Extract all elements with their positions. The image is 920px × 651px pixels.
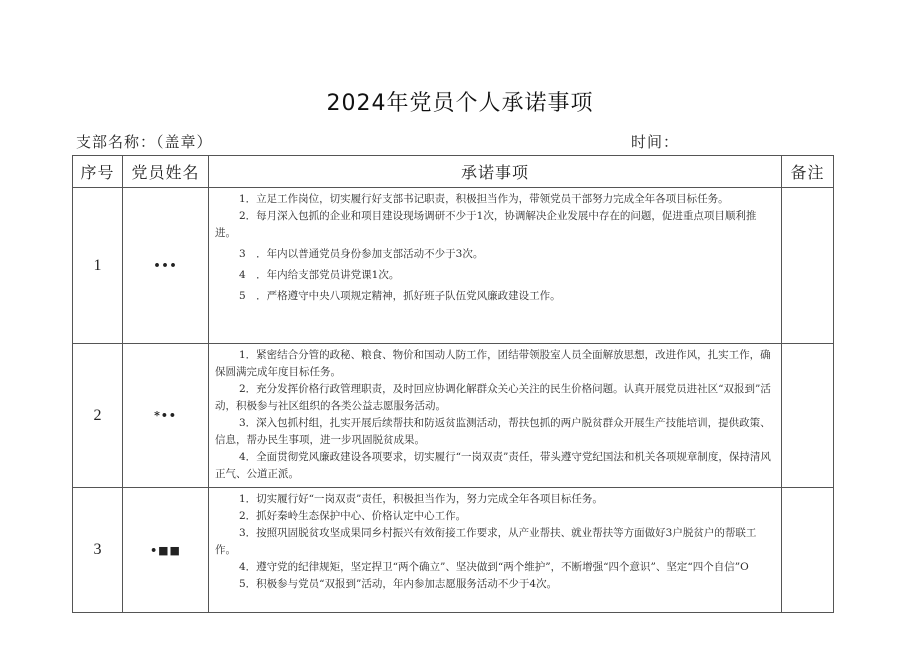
remarks-cell <box>782 344 834 488</box>
table-row <box>73 488 834 613</box>
row-number: 3 <box>73 488 123 613</box>
commitment-item: 4．全面贯彻党风廉政建设各项要求，切实履行“一岗双责”责任，带头遵守党纪国法和机关各项规章制度，保持清风正气、公道正派。 <box>215 451 771 480</box>
table-row <box>73 188 834 344</box>
commitment-item: 1．切实履行好“一岗双责”责任，积极担当作为，努力完成全年各项目标任务。 <box>239 493 603 505</box>
header-commitments: 承诺事项 <box>209 156 782 188</box>
page-title: 2024年党员个人承诺事项 <box>326 91 594 116</box>
time-label: 时间： <box>631 133 680 151</box>
remarks-cell <box>782 488 834 613</box>
header-remarks: 备注 <box>782 156 834 188</box>
member-name: ••• <box>123 188 209 344</box>
row-number: 1 <box>73 188 123 344</box>
table-header-row <box>73 156 834 188</box>
commitment-item: 2．充分发挥价格行政管理职责，及时回应协调化解群众关心关注的民生价格问题。认真开展党员进社区“双报到”活动，积极参与社区组织的各类公益志愿服务活动。 <box>215 383 771 412</box>
commitment-item: 5 ．严格遵守中央八项规定精神，抓好班子队伍党风廉政建设工作。 <box>239 290 561 302</box>
member-name: *•• <box>123 344 209 488</box>
header-member-name: 党员姓名 <box>123 156 209 188</box>
commitment-table <box>72 155 834 613</box>
commitment-list <box>209 188 782 344</box>
commitment-item: 3．按照巩固脱贫攻坚成果同乡村振兴有效衔接工作要求，从产业帮扶、就业帮扶等方面做好3户脱贫户的帮联工作。 <box>215 527 757 556</box>
branch-name-label: 支部名称：（盖章） <box>76 133 213 151</box>
commitment-item: 4．遵守党的纪律规矩，坚定捍卫“两个确立”、坚决做到“两个维护”，不断增强“四个意识”、坚定“四个自信”O <box>239 561 749 573</box>
commitment-item: 2．每月深入包抓的企业和项目建设现场调研不少于1次，协调解决企业发展中存在的问题，促进重点项目顺利推进。 <box>215 210 757 239</box>
commitment-list <box>209 344 782 488</box>
commitment-item: 5．积极参与党员“双报到”活动，年内参加志愿服务活动不少于4次。 <box>239 578 558 590</box>
commitment-item: 2．抓好秦岭生态保护中心、价格认定中心工作。 <box>239 510 467 522</box>
header-number: 序号 <box>73 156 123 188</box>
commitment-item: 1．紧密结合分管的政秘、粮食、物价和国动人防工作，团结带领股室人员全面解放思想，改进作风，扎实工作，确保圆满完成年度目标任务。 <box>215 349 771 378</box>
commitment-item: 3 ．年内以普通党员身份参加支部活动不少于3次。 <box>239 248 484 260</box>
remarks-cell <box>782 188 834 344</box>
member-name: •■■ <box>123 488 209 613</box>
table-row <box>73 344 834 488</box>
row-number: 2 <box>73 344 123 488</box>
commitment-item: 1．立足工作岗位，切实履行好支部书记职责，积极担当作为，带领党员干部努力完成全年各项目标任务。 <box>239 193 729 205</box>
commitment-item: 4 ．年内给支部党员讲党课1次。 <box>239 269 400 281</box>
commitment-list <box>209 488 782 613</box>
commitment-item: 3．深入包抓村组，扎实开展后续帮扶和防返贫监测活动，帮扶包抓的两户脱贫群众开展生产技能培训，提供政策、信息，帮办民生事项，进一步巩固脱贫成果。 <box>215 417 771 446</box>
